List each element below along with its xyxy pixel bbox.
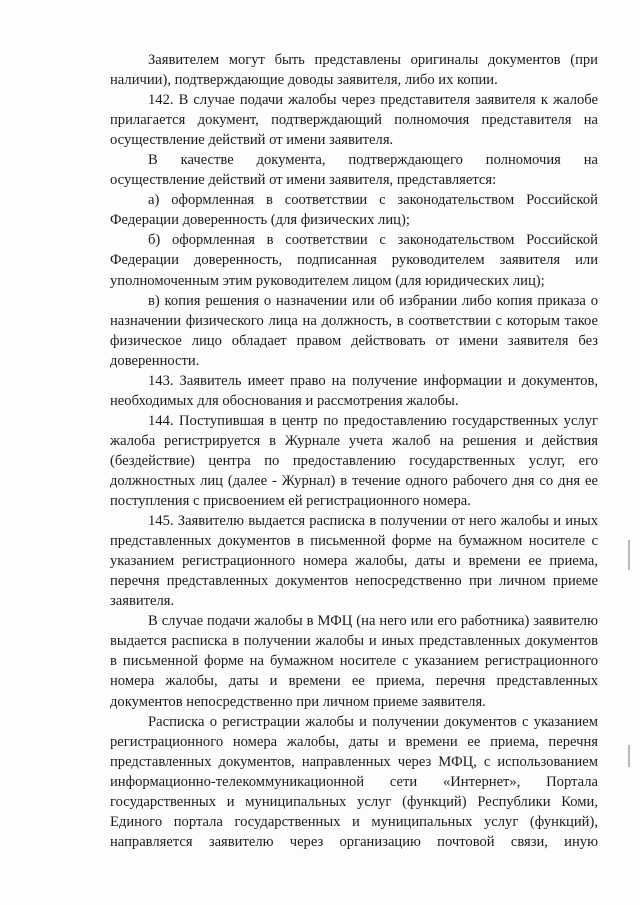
paragraph-originals: Заявителем могут быть представлены оригиналы документов (при наличии), подтверждающие доводы заявителя, либо их копии. [110, 52, 598, 89]
paragraph-142: 142. В случае подачи жалобы через представителя заявителя к жалобе прилагается документ, подтверждающий полномочия представителя на осуществление действий от имени заявителя. [110, 92, 598, 149]
scan-edge-mark [628, 745, 630, 767]
paragraph-mfc-receipt: В случае подачи жалобы в МФЦ (на него или его работника) заявителю выдается расписка в получении жалобы и иных представленных документов в письменной форме на бумажном носителе с указанием регистрационного номера жалобы, даты и времени ее приема, перечня представленных документов непосредственно при личном приеме заявителя. [110, 613, 598, 710]
paragraph-item-c: в) копия решения о назначении или об избрании либо копия приказа о назначении физического лица на должность, в соответствии с которым такое физическое лицо обладает правом действовать от имени заявителя без доверенности. [110, 292, 598, 369]
paragraph-authority-document: В качестве документа, подтверждающего полномочия на осуществление действий от имени заявителя, представляется: [110, 152, 598, 189]
document-body [110, 50, 598, 852]
paragraph-144: 144. Поступившая в центр по предоставлению государственных услуг жалоба регистрируется в Журнале учета жалоб на решения и действия (бездействие) центра по предоставлению государственных услуг, его должностных лиц (далее - Журнал) в течение одного рабочего дня со дня ее поступления с присвоением ей регистрационного номера. [110, 412, 598, 510]
paragraph-item-a: а) оформленная в соответствии с законодательством Российской Федерации доверенность (для физических лиц); [110, 192, 598, 229]
scan-edge-mark [628, 540, 630, 570]
paragraph-145: 145. Заявителю выдается расписка в получении от него жалобы и иных представленных документов в письменной форме на бумажном носителе с указанием регистрационного номера жалобы, даты и времени ее приема, перечня представленных документов непосредственно при личном приеме заявителя. [110, 513, 598, 610]
paragraph-receipt-registration: Расписка о регистрации жалобы и получении документов с указанием регистрационного номера жалобы, даты и времени ее приема, перечня представленных документов, направленных через МФЦ, с использованием информационно-телекоммуникационной сети «Интернет», Портала государственных и муниципальных услуг (функций) Республики Коми, Единого портала государственных и муниципальных услуг (функций), направляется заявителю через организацию почтовой связи, иную [110, 713, 598, 850]
paragraph-143: 143. Заявитель имеет право на получение информации и документов, необходимых для обоснования и рассмотрения жалобы. [110, 372, 598, 409]
paragraph-item-b: б) оформленная в соответствии с законодательством Российской Федерации доверенность, подписанная руководителем заявителя или уполномоченным этим руководителем лицом (для юридических лиц); [110, 232, 598, 289]
